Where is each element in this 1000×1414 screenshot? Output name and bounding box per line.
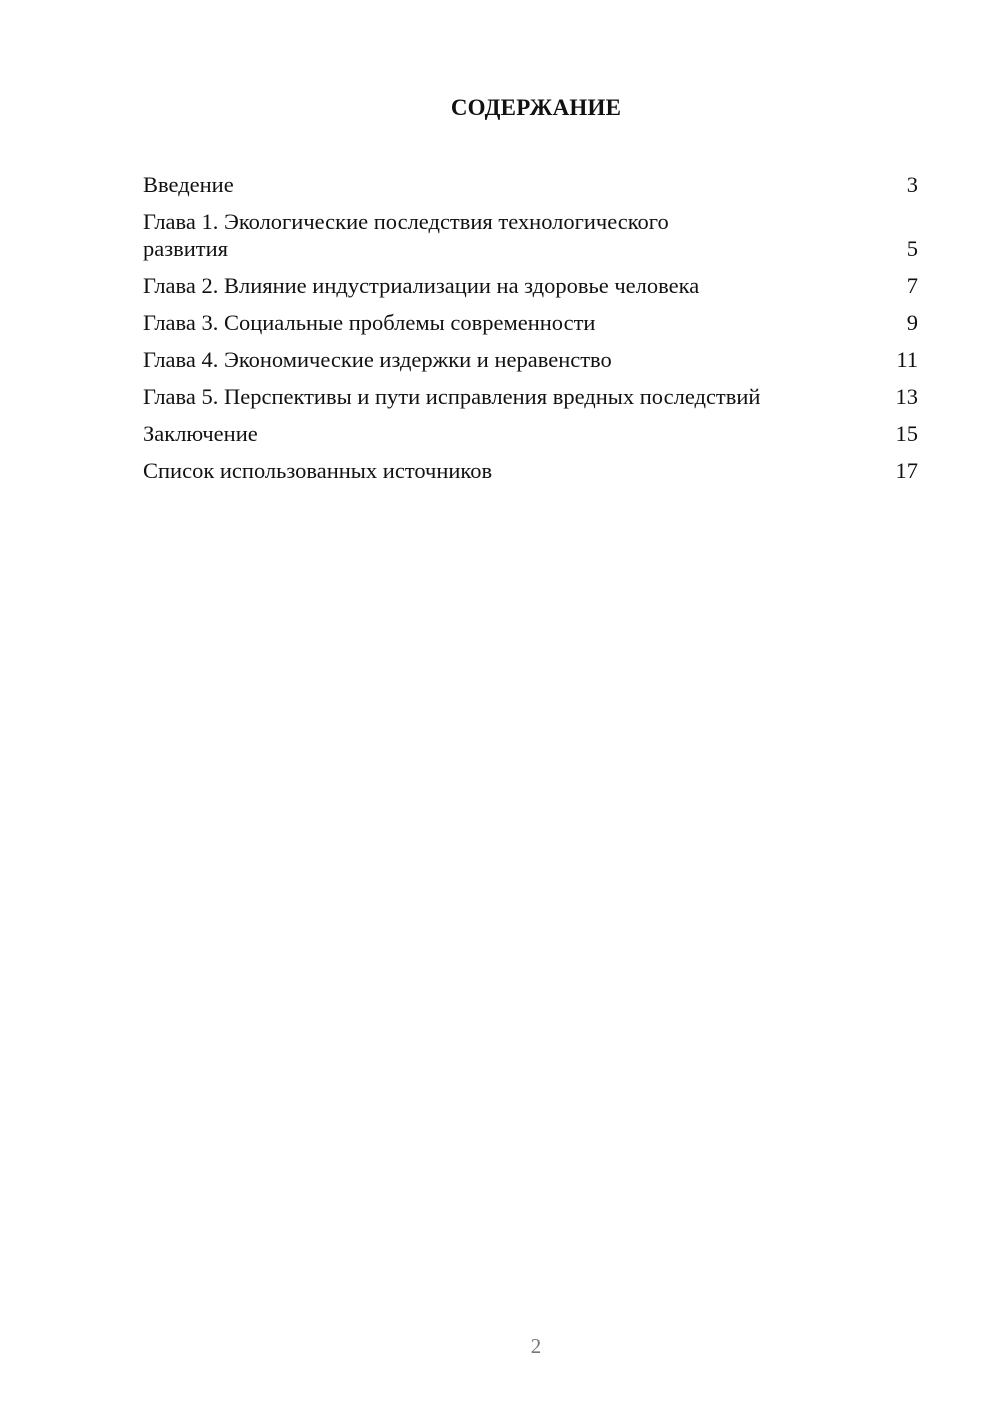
toc-entry-chapter-2 [143, 272, 918, 299]
toc-entry-references [143, 457, 918, 484]
toc-entry-page: 15 [895, 421, 918, 446]
toc-entry-chapter-1 [143, 208, 918, 262]
toc-entry-chapter-5 [143, 383, 918, 410]
toc-entry-page: 9 [906, 310, 918, 335]
toc-entry-page: 5 [906, 236, 918, 261]
toc-entry-text: Введение [143, 172, 234, 197]
table-of-contents [143, 171, 918, 494]
page-number: 2 [530, 1334, 542, 1358]
toc-entry-text: Список использованных источников [143, 458, 493, 483]
toc-entry-chapter-3 [143, 309, 918, 336]
toc-entry-conclusion [143, 420, 918, 447]
toc-entry-text: Заключение [143, 421, 258, 446]
toc-entry-page: 13 [895, 384, 918, 409]
toc-entry-introduction [143, 171, 918, 198]
toc-entry-chapter-4 [143, 346, 918, 373]
toc-entry-text: Глава 4. Экономические издержки и неравенство [143, 347, 612, 372]
toc-entry-page: 11 [896, 347, 918, 372]
toc-entry-page: 17 [895, 458, 918, 483]
toc-entry-text: Глава 5. Перспективы и пути исправления вредных последствий [143, 384, 761, 409]
toc-entry-text: Глава 2. Влияние индустриализации на здоровье человека [143, 273, 700, 298]
toc-entry-text: Глава 1. Экологические последствия технологического развития [143, 209, 669, 261]
toc-entry-text: Глава 3. Социальные проблемы современности [143, 310, 596, 335]
page-title: СОДЕРЖАНИЕ [450, 95, 622, 120]
toc-entry-page: 7 [906, 273, 918, 298]
toc-entry-page: 3 [906, 172, 918, 197]
